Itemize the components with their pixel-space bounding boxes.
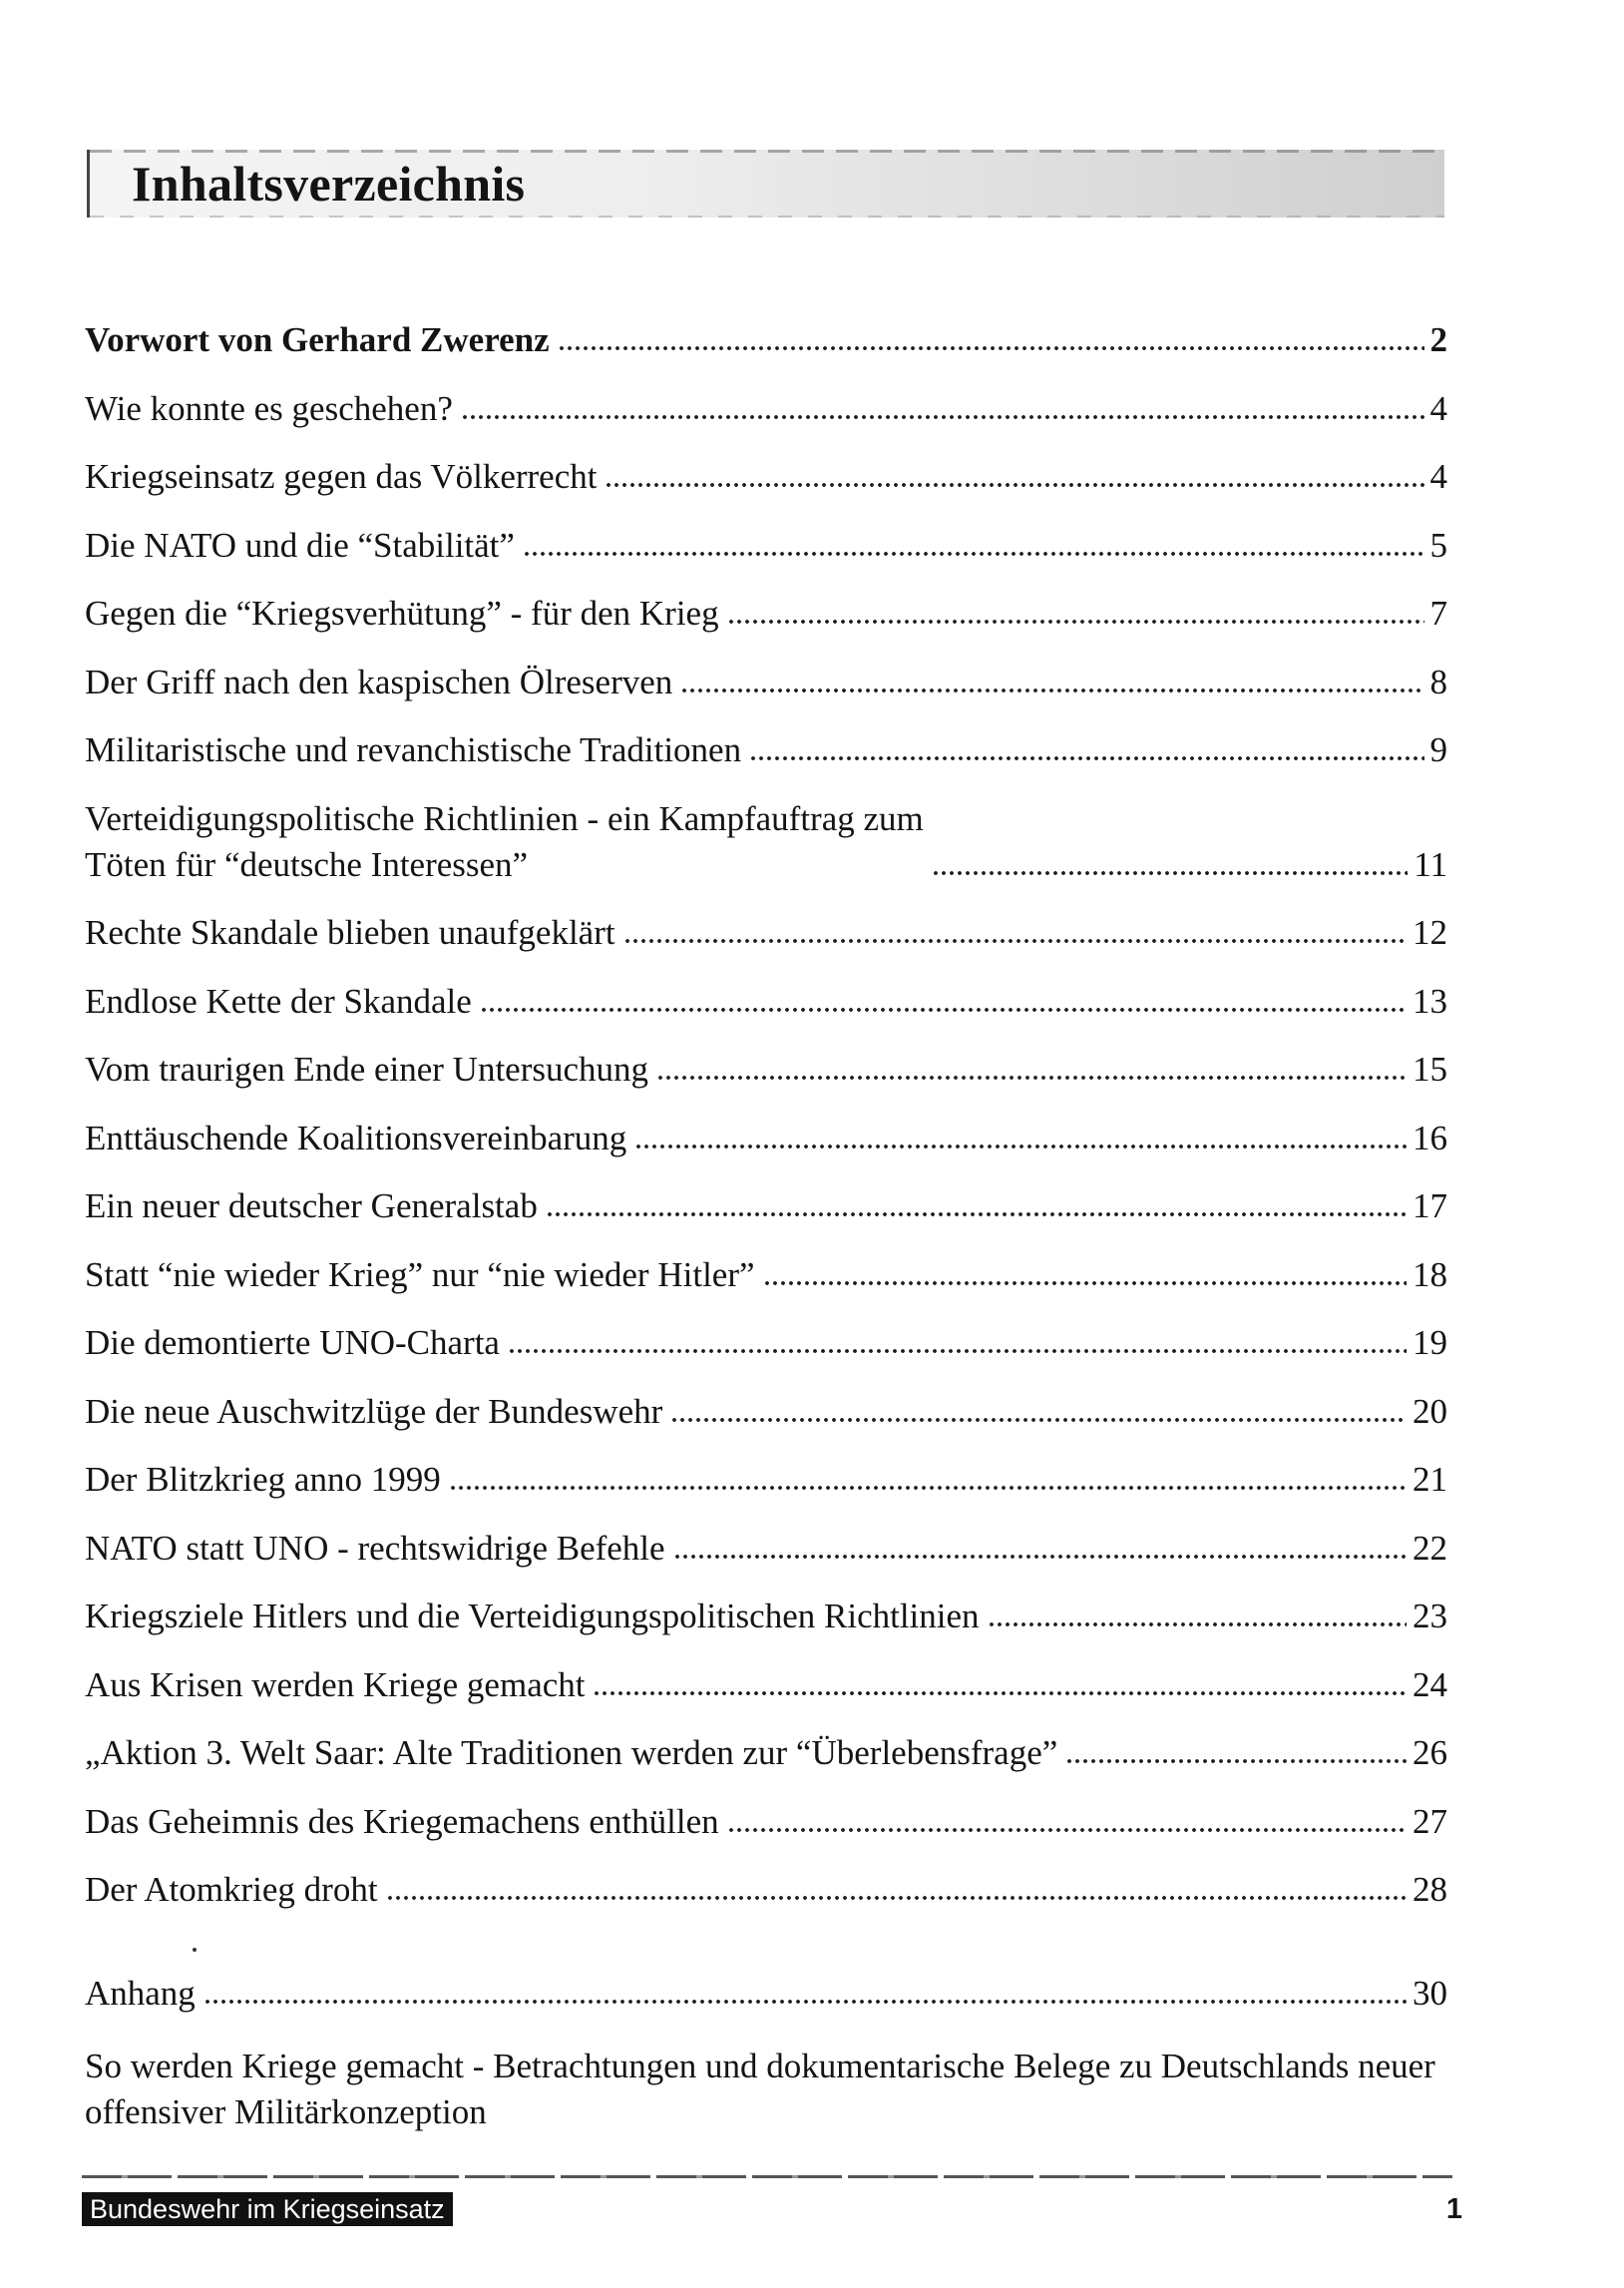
toc-entry-page: 30: [1413, 1974, 1447, 2013]
toc-entry-title: [85, 796, 924, 888]
toc-entry: [85, 1252, 1447, 1298]
dot-leader: [558, 343, 1424, 353]
toc-entry: [85, 591, 1447, 637]
toc-entry: [85, 1730, 1447, 1776]
toc-entry-title: Statt “nie wieder Krieg” nur “nie wieder Hitler”: [85, 1254, 755, 1294]
page-number: 1: [1445, 2193, 1462, 2225]
toc-entry: [85, 910, 1447, 956]
toc-entry-title-line1: Verteidigungspolitische Richtlinien - ein Kampfauftrag zum: [85, 798, 924, 838]
dot-leader: [546, 1209, 1407, 1219]
appendix-entry: [85, 1971, 1447, 2040]
dot-leader: [480, 1005, 1407, 1015]
toc-entry-page: 20: [1413, 1391, 1447, 1431]
toc-entry-title: Die NATO und die “Stabilität”: [85, 525, 515, 565]
toc-entry: [85, 660, 1447, 705]
toc-entry: [85, 1116, 1447, 1161]
toc-entry: [85, 1183, 1447, 1229]
dot-leader: [386, 1893, 1407, 1903]
toc-entry-title: Enttäuschende Koalitionsvereinbarung: [85, 1118, 627, 1157]
toc-entry-page: 15: [1413, 1050, 1447, 1089]
appendix-description: So werden Kriege gemacht - Betrachtungen und dokumentarische Belege zu Deutschlands neuer offensiver Militärkonzeption: [85, 2047, 1435, 2131]
dot-leader: [932, 868, 1409, 878]
toc-entry-title: Der Griff nach den kaspischen Ölreserven: [85, 662, 673, 701]
toc-entry: [85, 454, 1447, 500]
toc-entry-page: 18: [1413, 1254, 1447, 1294]
dot-leader: [593, 1688, 1407, 1698]
dot-leader: [680, 686, 1423, 695]
toc-entry-page: 17: [1413, 1186, 1447, 1225]
toc-entry-title: NATO statt UNO - rechtswidrige Befehle: [85, 1528, 665, 1568]
toc-entry-page: 11: [1414, 844, 1447, 884]
toc-entry-title: „Aktion 3. Welt Saar: Alte Traditionen werden zur “Überlebensfrage”: [85, 1733, 1058, 1772]
toc-entry-title: Ein neuer deutscher Generalstab: [85, 1186, 538, 1225]
toc-entry: [85, 317, 1447, 363]
dot-leader: [449, 1483, 1407, 1493]
dot-leader: [727, 1825, 1407, 1835]
toc-entry: [85, 1867, 1447, 1913]
toc-entry-title: Vorwort von Gerhard Zwerenz: [85, 320, 550, 359]
toc-entry-page: 9: [1429, 730, 1447, 769]
toc-entry-page: 8: [1429, 662, 1447, 701]
toc-entry-title: Die neue Auschwitzlüge der Bundeswehr: [85, 1391, 663, 1431]
print-speck: [193, 1948, 197, 1952]
toc-entry-title: Endlose Kette der Skandale: [85, 981, 472, 1021]
dot-leader: [1065, 1756, 1407, 1766]
toc-entry-page: 24: [1413, 1664, 1447, 1704]
dot-leader: [656, 1073, 1407, 1083]
toc-entry-title: Gegen die “Kriegsverhütung” - für den Krieg: [85, 594, 719, 633]
title-banner: [87, 150, 1444, 218]
dot-leader: [988, 1619, 1407, 1629]
dot-leader: [508, 1346, 1407, 1356]
page-title: Inhaltsverzeichnis: [132, 156, 526, 212]
toc-entry-title: Kriegsziele Hitlers und die Verteidigungspolitischen Richtlinien: [85, 1597, 980, 1635]
toc-entry-title-line2: Töten für “deutsche Interessen”: [85, 844, 529, 884]
toc-entry: [85, 1389, 1447, 1435]
dot-leader: [727, 617, 1424, 627]
toc-entry-page: 12: [1413, 913, 1447, 952]
toc-entry-title: Das Geheimnis des Kriegemachens enthüllen: [85, 1801, 719, 1841]
dot-leader: [523, 549, 1424, 559]
toc-entry: [85, 1047, 1447, 1093]
toc-entry-title: Der Atomkrieg droht: [85, 1870, 378, 1909]
toc-entry: [85, 1799, 1447, 1845]
toc-entry: [85, 1457, 1447, 1503]
toc-entry-page: 5: [1429, 525, 1447, 565]
toc-entry-page: 2: [1429, 320, 1447, 359]
toc-entry-page: 19: [1413, 1323, 1447, 1362]
toc-entry-page: 23: [1413, 1597, 1447, 1635]
toc-entry-page: 28: [1413, 1870, 1447, 1909]
dot-leader: [634, 1142, 1407, 1151]
toc-entry-title: Rechte Skandale blieben unaufgeklärt: [85, 913, 615, 952]
toc-entry-appendix: [85, 1971, 1447, 2017]
toc-entry-title: Die demontierte UNO-Charta: [85, 1323, 500, 1362]
toc-entry-page: 4: [1429, 457, 1447, 496]
footer-publication-label: Bundeswehr im Kriegseinsatz: [82, 2192, 453, 2226]
toc-entry: [85, 1594, 1447, 1639]
table-of-contents: [85, 317, 1447, 1936]
toc-entry-title: Vom traurigen Ende einer Untersuchung: [85, 1050, 649, 1089]
toc-entry-page: 27: [1413, 1801, 1447, 1841]
toc-entry: [85, 1526, 1447, 1572]
dot-leader: [203, 1997, 1407, 2007]
toc-entry-page: 21: [1413, 1460, 1447, 1499]
toc-entry-title: Wie konnte es geschehen?: [85, 388, 453, 428]
toc-entry-page: 13: [1413, 981, 1447, 1021]
toc-entry: [85, 1320, 1447, 1366]
toc-entry-page: 16: [1413, 1118, 1447, 1157]
toc-entry: [85, 1662, 1447, 1708]
toc-entry-title: Der Blitzkrieg anno 1999: [85, 1460, 441, 1499]
toc-entry-title: Militaristische und revanchistische Traditionen: [85, 730, 742, 769]
toc-entry: [85, 979, 1447, 1025]
dot-leader: [461, 412, 1424, 422]
toc-entry-title: Anhang: [85, 1974, 196, 2013]
dot-leader: [673, 1552, 1407, 1562]
dot-leader: [623, 936, 1407, 946]
dot-leader: [749, 753, 1423, 763]
toc-entry: [85, 523, 1447, 569]
toc-entry: [85, 386, 1447, 432]
toc-entry-title: Aus Krisen werden Kriege gemacht: [85, 1664, 586, 1704]
toc-entry-page: 26: [1413, 1733, 1447, 1772]
toc-entry: [85, 727, 1447, 773]
toc-entry-page: 4: [1429, 388, 1447, 428]
dot-leader: [763, 1278, 1407, 1288]
dot-leader: [605, 480, 1423, 490]
dot-leader: [670, 1415, 1407, 1425]
toc-entry: [85, 796, 1447, 888]
toc-entry-title: Kriegseinsatz gegen das Völkerrecht: [85, 457, 598, 496]
toc-entry-page: 22: [1413, 1528, 1447, 1568]
toc-entry-page: 7: [1429, 594, 1447, 633]
footer-rule: [82, 2175, 1452, 2178]
